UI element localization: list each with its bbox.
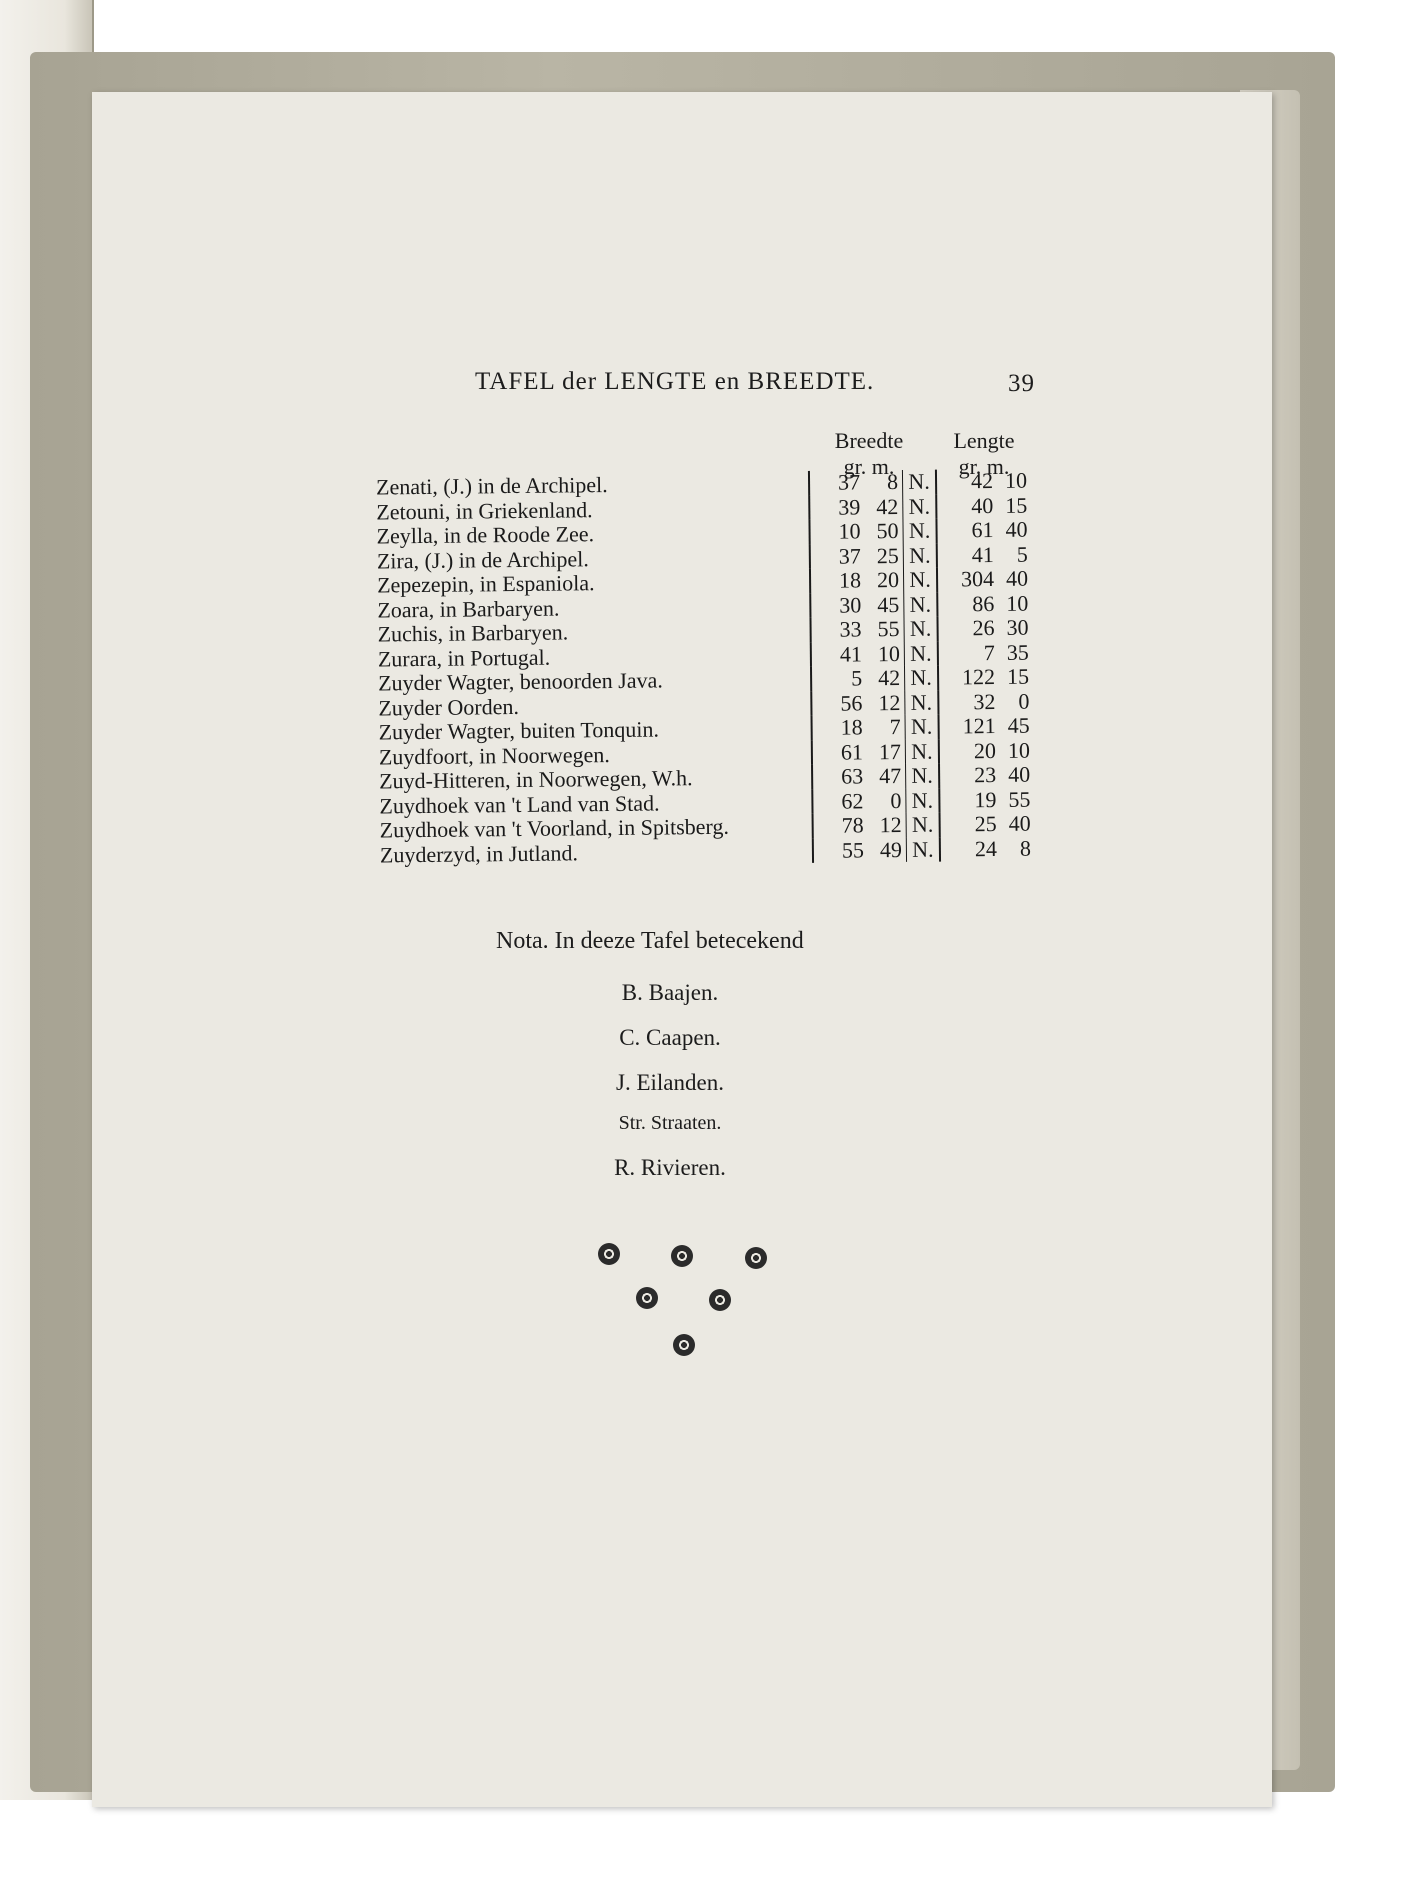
latitude-minutes: 10 [877,640,900,666]
latitude-degrees: 10 [838,518,861,544]
longitude-minutes: 15 [1006,663,1030,689]
rosette-icon [671,1245,693,1267]
latitude-cell [809,617,903,642]
place-name: Zuyder Wagter, benoorden Java. [378,667,663,696]
place-name: Zuchis, in Barbaryen. [377,619,569,647]
longitude-cell [936,616,1028,641]
latitude-cell [811,788,905,813]
longitude-degrees: 61 [971,517,994,543]
latitude-minutes: 55 [877,615,900,642]
hemisphere: N. [905,715,938,740]
lon-unit-degree: gr. [958,454,982,479]
hemisphere: N. [906,837,939,862]
longitude-degrees: 121 [962,712,996,739]
longitude-degrees: 41 [971,541,994,567]
longitude-cell [939,836,1031,861]
latitude-cell [810,690,904,715]
lat-unit-degree: gr. [843,454,867,479]
latitude-minutes: 12 [879,811,902,838]
latitude-degrees: 62 [841,787,864,814]
longitude-cell [938,787,1030,812]
latitude-minutes: 17 [878,738,902,764]
longitude-minutes: 10 [1004,467,1028,493]
latitude-minutes: 45 [877,591,900,617]
page-number: 39 [1008,370,1035,397]
hemisphere: N. [904,641,937,666]
latitude-degrees: 30 [839,591,862,618]
place-name: Zurara, in Portugal. [377,644,551,671]
longitude-minutes: 10 [1007,737,1031,763]
latitude-degrees: 78 [841,812,864,838]
hemisphere: N. [903,543,936,568]
place-name: Zuyder Wagter, buiten Tonquin. [378,716,660,745]
hemisphere: N. [902,494,935,519]
hemisphere: N. [903,617,936,642]
longitude-minutes: 55 [1008,786,1031,812]
place-name: Zira, (J.) in de Archipel. [376,545,589,573]
longitude-cell [936,591,1028,616]
place-name: Zoara, in Barbaryen. [377,595,560,622]
latitude-degrees: 55 [841,836,865,863]
abbreviation-item: B. Baajen. [621,980,719,1005]
place-name: Zuydhoek van 't Land van Stad. [379,790,660,818]
longitude-minutes: 40 [1008,810,1031,836]
abbreviation-item: R. Rivieren. [614,1155,726,1180]
latitude-degrees: 37 [837,469,861,495]
longitude-degrees: 7 [983,639,995,665]
latitude-minutes: 47 [879,762,902,789]
latitude-degrees: 33 [839,616,862,642]
longitude-degrees: 122 [961,663,996,690]
place-name: Zuydfoort, in Noorwegen. [378,741,610,769]
longitude-minutes: 8 [1019,835,1032,861]
latitude-minutes: 0 [890,787,902,813]
longitude-minutes: 0 [1018,688,1030,714]
rosette-icon [709,1289,731,1311]
latitude-degrees: 18 [838,567,862,593]
latitude-cell [808,470,902,495]
place-name: Zuyder Oorden. [378,693,520,720]
latitude-cell [808,519,902,544]
longitude-cell [937,665,1029,690]
longitude-degrees: 20 [973,737,997,763]
latitude-minutes: 7 [889,713,901,740]
latitude-degrees: 41 [839,640,862,667]
latitude-minutes: 25 [876,542,899,568]
hemisphere: N. [905,788,938,813]
latitude-cell [811,764,905,789]
rosette-icon [598,1243,620,1265]
latitude-cell [808,494,902,519]
longitude-degrees: 304 [960,566,995,592]
longitude-minutes: 5 [1016,541,1028,567]
hemisphere: N. [905,739,938,764]
latitude-heading: Breedte [834,428,904,453]
abbreviation-item: J. Eilanden. [616,1070,724,1095]
longitude-cell [935,518,1027,543]
abbreviation-item: C. Caapen. [619,1025,721,1050]
place-name: Zenati, (J.) in de Archipel. [375,472,608,500]
rosette-icon [673,1334,695,1356]
hemisphere: N. [906,813,939,838]
longitude-degrees: 19 [974,786,997,812]
latitude-degrees: 18 [840,714,863,740]
longitude-degrees: 86 [972,590,995,616]
latitude-minutes: 8 [886,469,899,495]
place-name: Zuyderzyd, in Jutland. [379,839,579,867]
longitude-minutes: 30 [1006,614,1029,640]
rosette-icon [636,1287,658,1309]
longitude-heading: Lengte [953,428,1015,453]
hemisphere: N. [902,519,935,544]
longitude-cell [937,640,1029,665]
longitude-minutes: 15 [1005,492,1028,518]
lon-unit-minute: m. [986,454,1010,479]
latitude-cell [811,739,905,764]
abbreviation-item: Str. Straaten. [618,1112,722,1134]
latitude-degrees: 5 [850,665,863,691]
longitude-minutes: 10 [1006,590,1029,616]
longitude-cell [938,714,1030,739]
latitude-minutes: 42 [876,493,899,519]
hemisphere: N. [904,690,937,715]
longitude-degrees: 26 [972,614,995,641]
longitude-degrees: 32 [973,688,996,714]
hemisphere: N. [905,764,938,789]
latitude-minutes: 42 [877,664,901,691]
longitude-minutes: 40 [1005,516,1028,542]
place-name: Zeylla, in de Roode Zee. [376,521,595,549]
longitude-minutes: 45 [1007,712,1030,738]
latitude-cell [809,568,903,593]
lat-unit-minute: m. [871,454,895,479]
longitude-degrees: 40 [971,492,994,518]
latitude-degrees: 37 [838,542,861,569]
longitude-degrees: 25 [974,810,997,837]
longitude-degrees: 23 [974,761,997,788]
place-name: Zuyd-Hitteren, in Noorwegen, W.h. [379,765,693,794]
longitude-cell [937,689,1029,714]
longitude-cell [938,763,1030,788]
latitude-minutes: 49 [879,836,903,862]
latitude-minutes: 12 [878,689,901,715]
latitude-minutes: 50 [876,517,899,544]
longitude-degrees: 24 [974,835,998,861]
longitude-cell [936,542,1028,567]
longitude-cell [935,493,1027,518]
longitude-degrees: 42 [970,468,994,494]
longitude-minutes: 40 [1007,761,1031,787]
place-name: Zetouni, in Griekenland. [376,496,593,524]
hemisphere: N. [904,666,937,691]
longitude-cell [936,567,1028,592]
hemisphere: N. [903,592,936,617]
nota-line: Nota. In deeze Tafel betecekend [496,928,804,954]
latitude-degrees: 39 [838,493,861,520]
latitude-cell [810,641,904,666]
longitude-minutes: 40 [1005,565,1029,591]
place-name: Zepezepin, in Espaniola. [376,570,595,598]
latitude-degrees: 56 [840,689,863,716]
hemisphere: N. [902,470,935,495]
coordinates-table [376,469,1040,868]
latitude-degrees: 61 [840,738,864,765]
latitude-minutes: 20 [876,566,900,593]
longitude-cell [939,812,1031,837]
rosette-icon [745,1247,767,1269]
latitude-cell [810,666,904,691]
latitude-cell [809,592,903,617]
latitude-cell [809,543,903,568]
longitude-cell [935,469,1027,494]
place-name: Zuydhoek van 't Voorland, in Spitsberg. [379,813,730,843]
hemisphere: N. [903,568,936,593]
running-title: TAFEL der LENGTE en BREEDTE. [475,368,875,395]
longitude-minutes: 35 [1006,639,1029,665]
latitude-cell [811,715,905,740]
latitude-degrees: 63 [841,763,864,789]
latitude-cell [812,837,906,862]
longitude-cell [938,738,1030,763]
latitude-cell [812,813,906,838]
page-header [475,368,1035,396]
